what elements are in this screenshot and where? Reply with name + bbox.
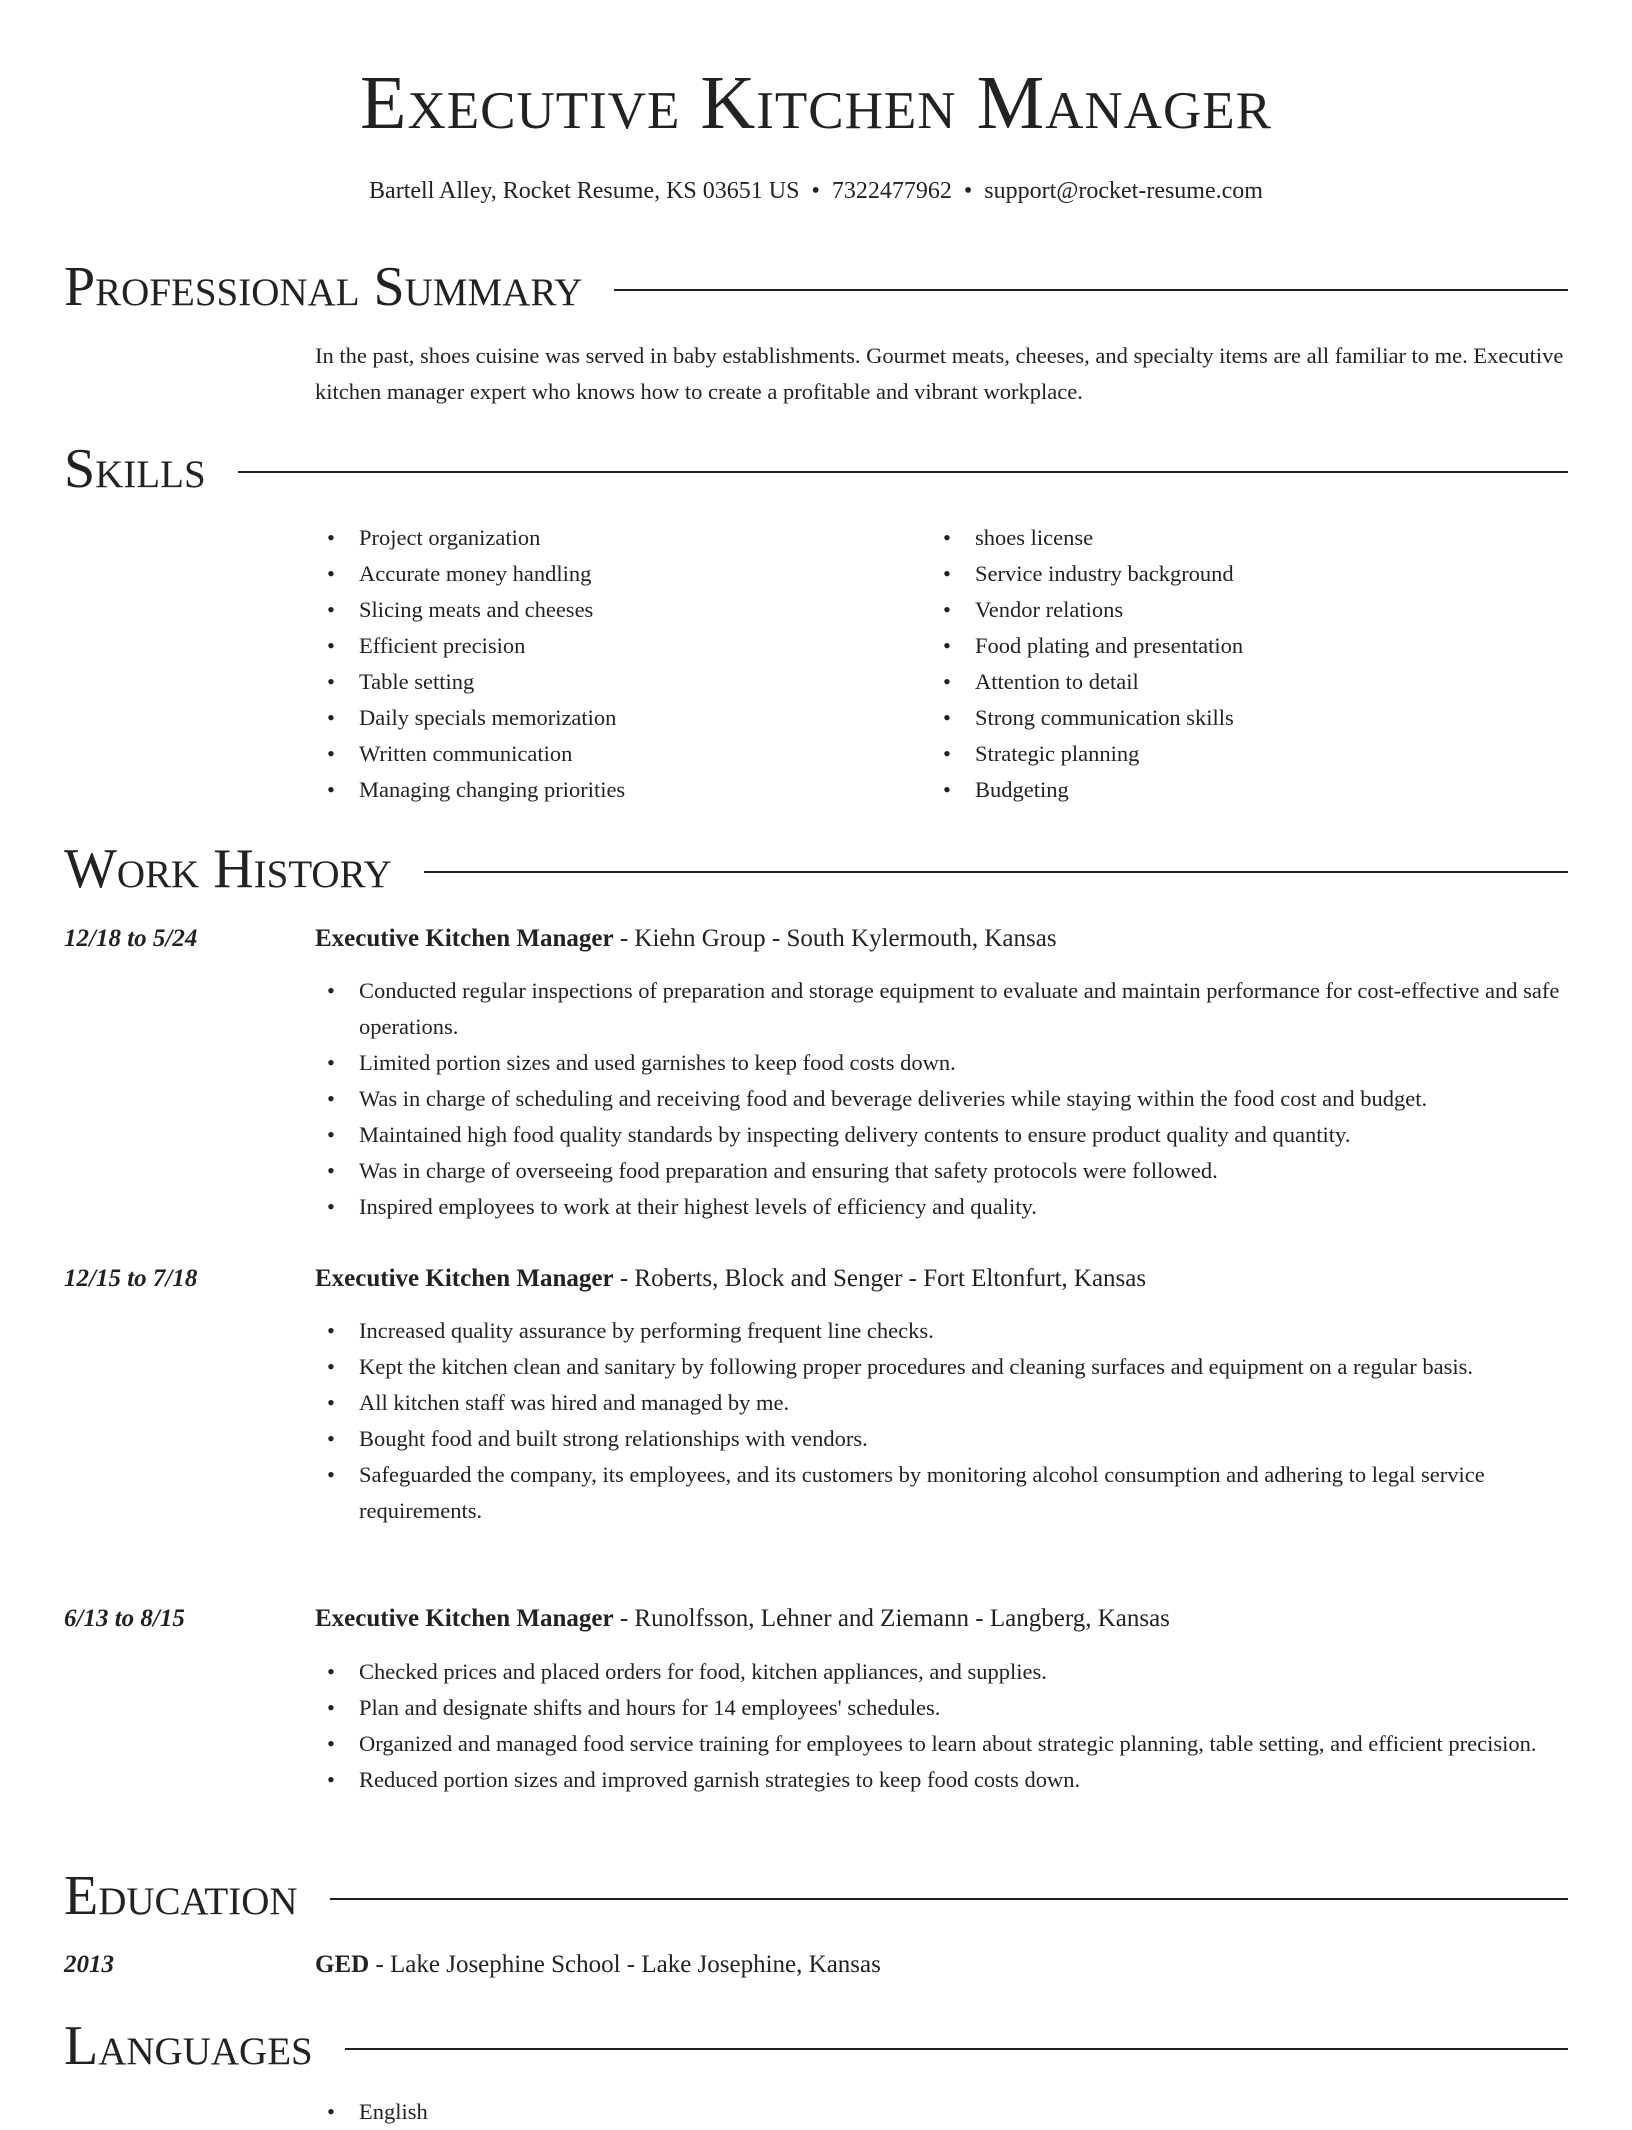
job-bullets <box>315 973 1568 1225</box>
contact-line <box>0 174 1632 208</box>
job-title: Executive Kitchen Manager <box>315 1605 614 1632</box>
skill-item: • Strong communication skills <box>931 700 1491 736</box>
education-school-location: - Lake Josephine School - Lake Josephine, Kansas <box>369 1951 881 1978</box>
education-heading <box>64 1864 1568 1928</box>
skill-item: • Efficient precision <box>315 628 875 664</box>
job-bullets <box>315 1654 1568 1798</box>
job-bullets <box>315 1313 1568 1529</box>
job-employer-location: - Runolfsson, Lehner and Ziemann - Langberg, Kansas <box>613 1605 1170 1632</box>
skill-item: • Strategic planning <box>931 736 1491 772</box>
skill-item: • Vendor relations <box>931 592 1491 628</box>
contact-separator: • <box>963 178 973 204</box>
job-employer-location: - Roberts, Block and Senger - Fort Eltonfurt, Kansas <box>613 1265 1147 1292</box>
job-employer-location: - Kiehn Group - South Kylermouth, Kansas <box>613 925 1057 952</box>
education-degree: GED <box>315 1951 370 1978</box>
section-divider <box>424 871 1568 873</box>
education-entry <box>315 1947 1568 1983</box>
job-bullet: • Organized and managed food service training for employees to learn about strategic planning, table setting, and efficient precision. <box>315 1726 1568 1762</box>
job-heading <box>315 1261 1568 1297</box>
skill-item: • Accurate money handling <box>315 556 875 592</box>
job-bullet: • Inspired employees to work at their highest levels of efficiency and quality. <box>315 1189 1568 1225</box>
job-bullet: • Safeguarded the company, its employees, and its customers by monitoring alcohol consumption and adhering to legal service requirements. <box>315 1457 1568 1529</box>
work-history-heading-text: Work History <box>64 838 392 900</box>
summary-heading <box>64 255 1568 319</box>
contact-email[interactable]: support@rocket-resume.com <box>984 178 1263 204</box>
section-divider <box>345 2048 1568 2050</box>
skill-item: • Table setting <box>315 664 875 700</box>
skill-item: • Written communication <box>315 736 875 772</box>
skills-heading-text: Skills <box>64 438 206 500</box>
skill-item: • Daily specials memorization <box>315 700 875 736</box>
job-title: Executive Kitchen Manager <box>315 1265 614 1292</box>
contact-separator: • <box>811 178 820 204</box>
skill-item: • Attention to detail <box>931 664 1491 700</box>
skill-item: • Managing changing priorities <box>315 772 875 808</box>
skill-item: • Food plating and presentation <box>931 628 1491 664</box>
job-bullet: • Plan and designate shifts and hours for 14 employees' schedules. <box>315 1690 1568 1726</box>
summary-heading-text: Professional Summary <box>64 256 583 318</box>
job-heading <box>315 1601 1568 1637</box>
job-bullet: • Checked prices and placed orders for food, kitchen appliances, and supplies. <box>315 1654 1568 1690</box>
skills-list-right <box>931 520 1491 808</box>
section-divider <box>614 289 1568 291</box>
languages-list <box>315 2094 1568 2130</box>
work-history-heading <box>64 837 1568 901</box>
skills-heading <box>64 437 1568 501</box>
job-bullet: • Limited portion sizes and used garnishes to keep food costs down. <box>315 1045 1568 1081</box>
job-title: Executive Kitchen Manager <box>315 925 614 952</box>
job-bullet: • Conducted regular inspections of preparation and storage equipment to evaluate and maintain performance for cost-effective and safe operations. <box>315 973 1568 1045</box>
job-heading <box>315 921 1568 957</box>
job-bullet: • Reduced portion sizes and improved garnish strategies to keep food costs down. <box>315 1762 1568 1798</box>
skills-list-left <box>315 520 875 808</box>
job-dates: 12/18 to 5/24 <box>64 925 198 952</box>
section-divider <box>330 1898 1568 1900</box>
skill-item: • Project organization <box>315 520 875 556</box>
section-divider <box>238 471 1568 473</box>
job-bullet: • All kitchen staff was hired and managed by me. <box>315 1385 1568 1421</box>
skill-item: • Budgeting <box>931 772 1491 808</box>
languages-heading <box>64 2014 1568 2078</box>
skill-item: • Service industry background <box>931 556 1491 592</box>
job-bullet: • Was in charge of scheduling and receiving food and beverage deliveries while staying within the food cost and budget. <box>315 1081 1568 1117</box>
education-year: 2013 <box>64 1951 114 1978</box>
job-dates: 6/13 to 8/15 <box>64 1605 185 1632</box>
skill-item: • shoes license <box>931 520 1491 556</box>
job-bullet: • Was in charge of overseeing food preparation and ensuring that safety protocols were followed. <box>315 1153 1568 1189</box>
skill-item: • Slicing meats and cheeses <box>315 592 875 628</box>
language-item: • English <box>315 2094 1568 2130</box>
languages-heading-text: Languages <box>64 2015 313 2077</box>
job-dates: 12/15 to 7/18 <box>64 1265 198 1292</box>
job-bullet: • Maintained high food quality standards by inspecting delivery contents to ensure product quality and quantity. <box>315 1117 1568 1153</box>
job-bullet: • Kept the kitchen clean and sanitary by following proper procedures and cleaning surfaces and equipment on a regular basis. <box>315 1349 1568 1385</box>
job-bullet: • Bought food and built strong relationships with vendors. <box>315 1421 1568 1457</box>
contact-phone: 7322477962 <box>831 178 952 204</box>
summary-text: In the past, shoes cuisine was served in baby establishments. Gourmet meats, cheeses, and specialty items are all familiar to me. Executive kitchen manager expert who knows how to create a profitable and vibrant workplace. <box>315 343 1564 404</box>
education-heading-text: Education <box>64 1865 298 1927</box>
contact-address: Bartell Alley, Rocket Resume, KS 03651 US <box>369 178 800 204</box>
job-bullet: • Increased quality assurance by performing frequent line checks. <box>315 1313 1568 1349</box>
resume-title: Executive Kitchen Manager <box>360 61 1272 145</box>
